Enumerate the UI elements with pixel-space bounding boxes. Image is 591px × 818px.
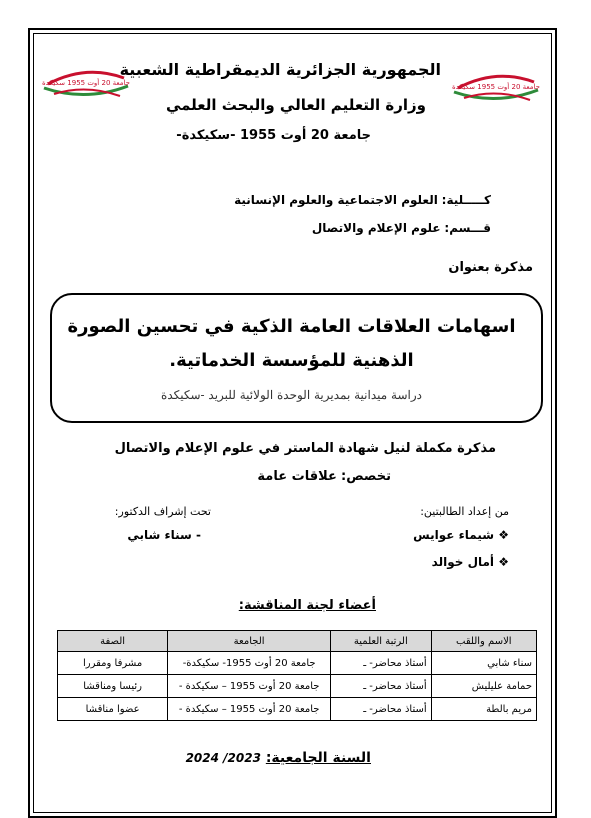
memo-title-label: مذكرة بعنوان [448,260,533,275]
table-cell: جامعة 20 أوت 1955- سكيكدة- [168,652,331,675]
column-header: الصفة [58,631,168,652]
column-header: الجامعة [168,631,331,652]
table-cell: رئيسا ومناقشا [58,675,168,698]
student-name: شيماء عوايس [413,528,495,542]
specialization-value: علاقات عامة [257,469,337,484]
table-row [58,675,537,698]
committee-title: أعضاء لجنة المناقشة: [238,598,376,613]
academic-year-value: 2023/ 2024 [185,751,261,765]
bullet-icon: ❖ [498,528,509,542]
department-value: علوم الإعلام والاتصال [311,221,441,235]
bullet-icon: ❖ [498,555,509,569]
supervisor-name: - سناء شابي [127,528,201,542]
table-cell: أستاذ محاضر- ـ [331,652,432,675]
department-line [312,221,491,235]
specialization-line [257,469,391,484]
table-cell: مشرفا ومقررا [58,652,168,675]
table-row [58,698,537,721]
column-header: الاسم واللقب [431,631,536,652]
student-name: أمال خوالد [431,555,495,569]
table-cell: سناء شابي [431,652,536,675]
student-2 [432,555,509,569]
republic-heading: الجمهورية الجزائرية الديمقراطية الشعبية [119,60,441,79]
logo-text: جامعة 20 أوت 1955 سكيكدة [452,83,540,91]
student-1 [413,528,509,542]
table-cell: جامعة 20 أوت 1955 – سكيكدة - [168,675,331,698]
table-cell: حمامة عليليش [431,675,536,698]
degree-statement: مذكرة مكملة لنيل شهادة الماستر في علوم الإعلام والاتصال [114,441,496,456]
thesis-subtitle: دراسة ميدانية بمديرية الوحدة الولائية للبريد -سكيكدة [161,388,422,402]
column-header: الرتبة العلمية [331,631,432,652]
supervisor-label: تحت إشراف الدكتور: [114,505,211,518]
table-cell: أستاذ محاضر- ـ [331,675,432,698]
table-cell: أستاذ محاضر- ـ [331,698,432,721]
committee-table [57,630,537,721]
university-heading: جامعة 20 أوت 1955 -سكيكدة- [176,128,371,143]
thesis-title-line1: اسهامات العلاقات العامة الذكية في تحسين الصورة [67,316,516,337]
specialization-label: تخصص: [341,469,391,484]
department-label: قـــسم: [444,221,491,235]
thesis-title-line2: الذهنية للمؤسسة الخدماتية. [169,350,414,371]
faculty-line [234,193,491,207]
faculty-value: العلوم الاجتماعية والعلوم الإنسانية [234,193,438,207]
logo-text: جامعة 20 أوت 1955 سكيكدة [42,79,130,87]
university-logo-right [450,68,542,106]
university-logo-left [40,64,132,102]
academic-year-line [186,750,371,766]
table-cell: مريم بالطة [431,698,536,721]
table-cell: جامعة 20 أوت 1955 – سكيكدة - [168,698,331,721]
academic-year-label: السنة الجامعية: [265,750,371,766]
table-row [58,652,537,675]
ministry-heading: وزارة التعليم العالي والبحث العلمي [165,96,426,114]
table-cell: عضوا مناقشا [58,698,168,721]
table-header-row [58,631,537,652]
faculty-label: كـــــلية: [441,193,491,207]
prepared-by-label: من إعداد الطالبتين: [420,505,509,518]
